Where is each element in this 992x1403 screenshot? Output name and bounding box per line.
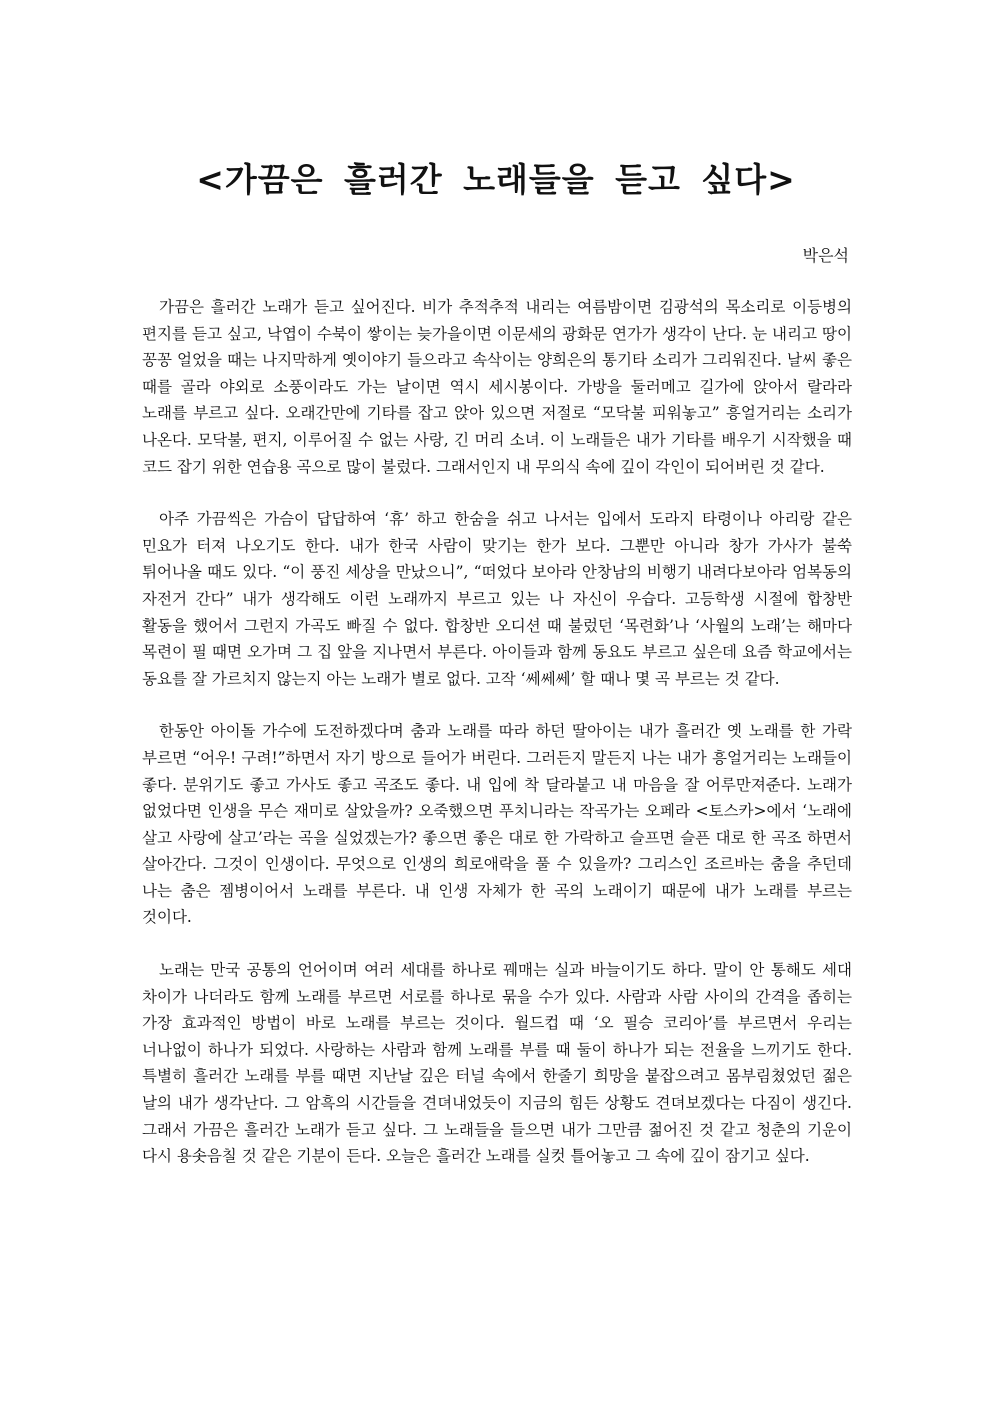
author-name: 박은석 <box>802 246 849 265</box>
paragraph-1: 가끔은 흘러간 노래가 듣고 싶어진다. 비가 추적추적 내리는 여름밤이면 김광석의 목소리로 이등병의 편지를 듣고 싶고, 낙엽이 수북이 쌓이는 늦가을이면 이문세의 광화문 연가가 생각이 난다. 눈 내리고 땅이 꽁꽁 얼었을 때는 나지막하게 옛이야기 들으라고 속삭이는 양희은의 통기타 소리가 그리워진다. 날씨 좋은 때를 골라 야외로 소풍이라도 가는 날이면 역시 세시봉이다. 가방을 둘러메고 길가에 앉아서 랄라라 노래를 부르고 싶다. 오래간만에 기타를 잡고 앉아 있으면 저절로 “모닥불 피워놓고” 흥얼거리는 소리가 나온다. 모닥불, 편지, 이루어질 수 없는 사랑, 긴 머리 소녀. 이 노래들은 내가 기타를 배우기 시작했을 때 코드 잡기 위한 연습용 곡으로 많이 불렀다. 그래서인지 내 무의식 속에 깊이 각인이 되어버린 것 같다. <box>142 298 852 476</box>
paragraph-4: 노래는 만국 공통의 언어이며 여러 세대를 하나로 꿰매는 실과 바늘이기도 하다. 말이 안 통해도 세대 차이가 나더라도 함께 노래를 부르면 서로를 하나로 묶을 수가 있다. 사람과 사람 사이의 간격을 좁히는 가장 효과적인 방법이 바로 노래를 부르는 것이다. 월드컵 때 ‘오 필승 코리아’를 부르면서 우리는 너나없이 하나가 되었다. 사랑하는 사람과 함께 노래를 부를 때 둘이 하나가 되는 전율을 느끼기도 한다. 특별히 흘러간 노래를 부를 때면 지난날 깊은 터널 속에서 한줄기 희망을 붙잡으려고 몸부림쳤었던 젊은 날의 내가 생각난다. 그 암흑의 시간들을 견뎌내었듯이 지금의 힘든 상황도 견뎌보겠다는 다짐이 생긴다. 그래서 가끔은 흘러간 노래가 듣고 싶다. 그 노래들을 들으면 내가 그만큼 젊어진 것 같고 청춘의 기운이 다시 용솟음칠 것 같은 기분이 든다. 오늘은 흘러간 노래를 실컷 틀어놓고 그 속에 깊이 잠기고 싶다. <box>142 961 852 1166</box>
essay-body <box>142 294 852 1196</box>
paragraph-3: 한동안 아이돌 가수에 도전하겠다며 춤과 노래를 따라 하던 딸아이는 내가 흘러간 옛 노래를 한 가락 부르면 “어우! 구려!”하면서 자기 방으로 들어가 버린다. 그러든지 말든지 나는 내가 흥얼거리는 노래들이 좋다. 분위기도 좋고 가사도 좋고 곡조도 좋다. 내 입에 착 달라붙고 내 마음을 잘 어루만져준다. 노래가 없었다면 인생을 무슨 재미로 살았을까? 오죽했으면 푸치니라는 작곡가는 오페라 <토스카>에서 ‘노래에 살고 사랑에 살고’라는 곡을 실었겠는가? 좋으면 좋은 대로 한 가락하고 슬프면 슬픈 대로 한 곡조 하면서 살아간다. 그것이 인생이다. 무엇으로 인생의 희로애락을 풀 수 있을까? 그리스인 조르바는 춤을 추던데 나는 춤은 젬병이어서 노래를 부른다. 내 인생 자체가 한 곡의 노래이기 때문에 내가 노래를 부르는 것이다. <box>142 722 852 927</box>
paragraph-2: 아주 가끔씩은 가슴이 답답하여 ‘휴’ 하고 한숨을 쉬고 나서는 입에서 도라지 타령이나 아리랑 같은 민요가 터져 나오기도 한다. 내가 한국 사람이 맞기는 한가 보다. 그뿐만 아니라 창가 가사가 불쑥 튀어나올 때도 있다. “이 풍진 세상을 만났으니”, “떠었다 보아라 안창남의 비행기 내려다보아라 엄복동의 자전거 간다” 내가 생각해도 이런 노래까지 부르고 있는 나 자신이 우습다. 고등학생 시절에 합창반 활동을 했어서 그런지 가곡도 빠질 수 없다. 합창반 오디션 때 불렀던 ‘목련화’나 ‘사월의 노래’는 해마다 목련이 필 때면 오가며 그 집 앞을 지나면서 부른다. 아이들과 함께 동요도 부르고 싶은데 요즘 학교에서는 동요를 잘 가르치지 않는지 아는 노래가 별로 없다. 고작 ‘쎄쎄쎄’ 할 때나 몇 곡 부르는 것 같다. <box>142 510 852 688</box>
document-title: <가끔은 흘러간 노래들을 듣고 싶다> <box>196 160 796 199</box>
